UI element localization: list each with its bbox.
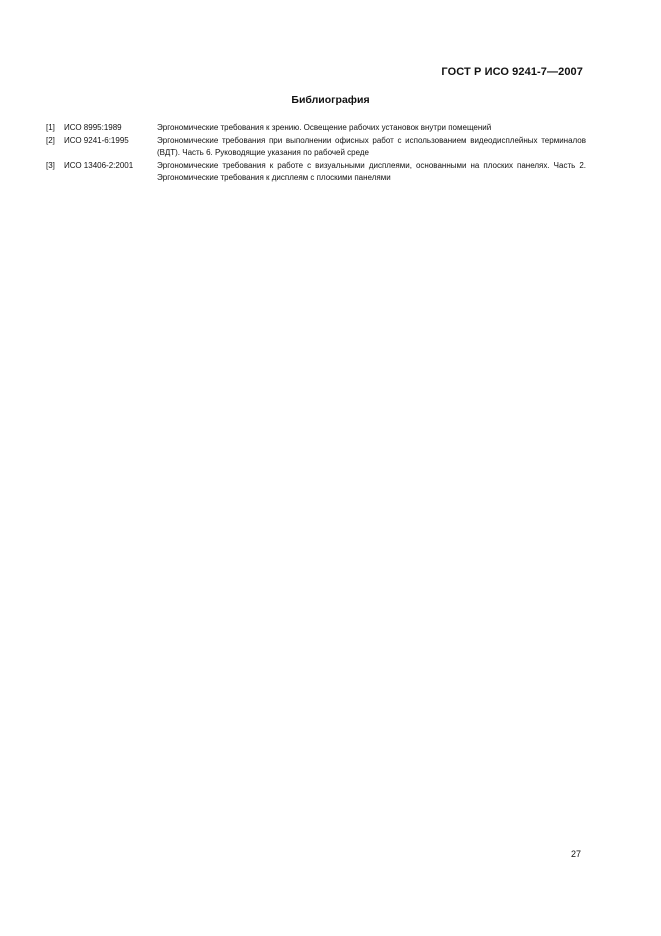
entry-number: [2]	[46, 136, 55, 145]
entry-title: Эргономические требования при выполнении офисных работ с использованием видеодисплейных терминалов (ВДТ). Часть 6. Руководящие указания по рабочей среде	[157, 136, 586, 157]
bibliography-list	[46, 122, 586, 185]
entry-title: Эргономические требования к работе с визуальными дисплеями, основанными на плоских панелях. Часть 2. Эргономические требования к дисплеям с плоскими панелями	[157, 161, 586, 182]
bibliography-entry	[46, 135, 586, 159]
entry-standard-code: ИСО 8995:1989	[64, 123, 122, 132]
bibliography-entry	[46, 122, 586, 134]
entry-standard-code: ИСО 13406-2:2001	[64, 161, 134, 170]
entry-standard-code: ИСО 9241-6:1995	[64, 136, 129, 145]
page-number: 27	[570, 849, 581, 859]
entry-number: [3]	[46, 161, 55, 170]
entry-number: [1]	[46, 123, 55, 132]
section-title: Библиография	[291, 94, 370, 106]
document-code: ГОСТ Р ИСО 9241-7—2007	[441, 66, 583, 78]
entry-title: Эргономические требования к зрению. Освещение рабочих установок внутри помещений	[157, 123, 492, 132]
bibliography-entry	[46, 160, 586, 184]
